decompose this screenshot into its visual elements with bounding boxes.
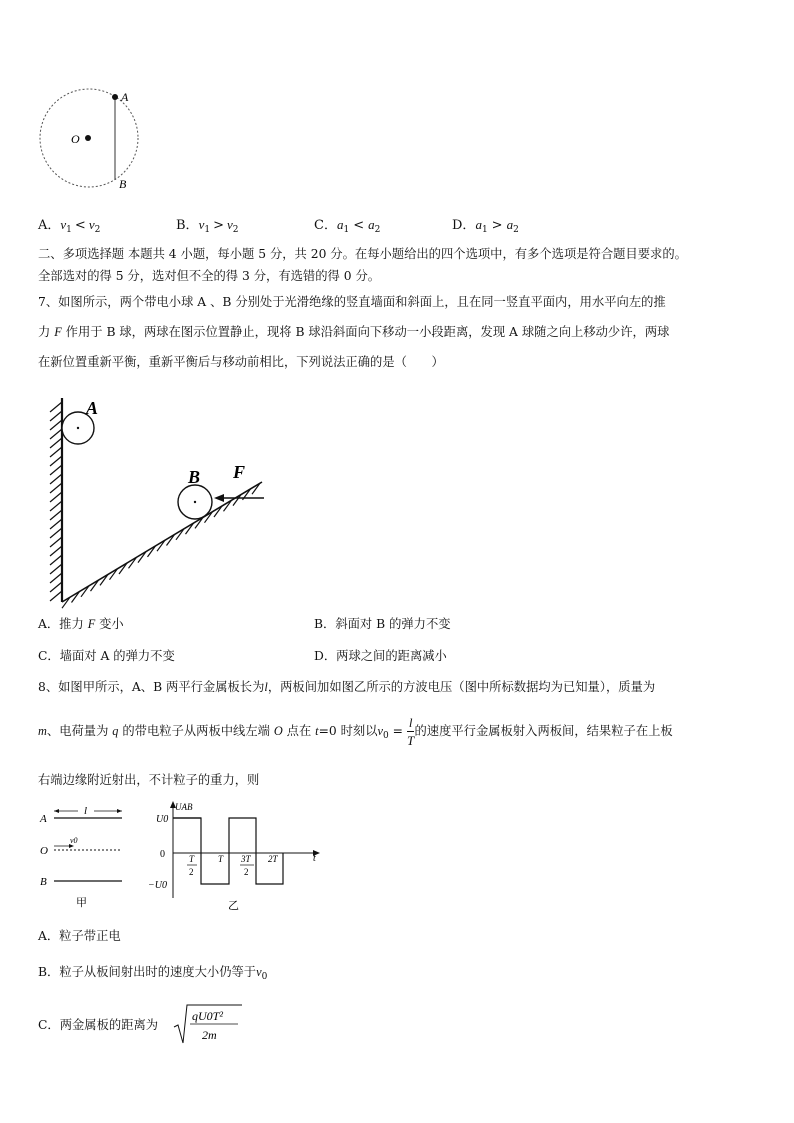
caption-yi: 乙 (228, 900, 239, 912)
wall-hatch-line (50, 555, 62, 565)
center-o (85, 135, 91, 141)
tick-3t2-den: 2 (244, 867, 249, 877)
point-a (112, 94, 118, 100)
wall-hatch-line (50, 438, 62, 448)
q7-line1: 7、如图所示，两个带电小球 A 、B 分别处于光滑绝缘的竖直墙面和斜面上，且在同一竖直平面内，用水平向左的推 (38, 295, 666, 309)
svg-text:qU0T²: qU0T² (192, 1009, 223, 1023)
wall-hatch-line (50, 411, 62, 421)
tick-t: T (218, 854, 224, 864)
wall-hatch-line (50, 591, 62, 601)
wall-hatch-line (50, 573, 62, 583)
caption-jia: 甲 (76, 897, 87, 909)
label-t: t (313, 853, 316, 864)
wall-hatch-line (50, 420, 62, 430)
wall-hatch-line (50, 492, 62, 502)
ball-a-center (77, 427, 79, 429)
q7-option-c: C．墙面对 A 的弹力不变 (38, 649, 175, 663)
q8-line3: 右端边缘附近射出，不计粒子的重力，则 (38, 773, 260, 787)
wall-hatch-line (50, 564, 62, 574)
incline-surface (62, 482, 262, 602)
wall-hatch-line (50, 519, 62, 529)
tick-t2-den: 2 (189, 867, 194, 877)
wall-hatch-line (50, 582, 62, 592)
label-a: A (121, 90, 129, 104)
q8-fig-jia (36, 800, 136, 910)
label-neg-u0: −U0 (148, 880, 167, 891)
ball-b-center (194, 501, 196, 503)
q6-option-b: B．$v_1 > v_2$ (176, 217, 239, 235)
tick-3t2-num: 3T (241, 854, 251, 864)
section2-line2: 全部选对的得 5 分，选对但不全的得 3 分，有选错的得 0 分。 (38, 269, 381, 283)
q6-circle-figure (30, 82, 150, 197)
label-v0: v0 (70, 836, 78, 845)
section2-line1: 二、多项选择题 本题共 4 小题，每小题 5 分，共 20 分。在每小题给出的四个选项中，有多个选项是符合题目要求的。 (38, 247, 687, 261)
wall-hatch-line (50, 474, 62, 484)
q7-option-b: B．斜面对 B 的弹力不变 (314, 617, 451, 631)
q7-line2: 力 F 作用于 B 球，两球在图示位置静止，现将 B 球沿斜面向下移动一小段距离，发现 A 球随之向上移动少许，两球 (38, 325, 670, 339)
q7-option-d: D．两球之间的距离减小 (314, 649, 447, 663)
wall-hatch-line (50, 447, 62, 457)
label-o: O (40, 845, 48, 857)
wall-hatch-line (50, 501, 62, 511)
q8-line1: 8、如图甲所示，A、B 两平行金属板长为l，两板间加如图乙所示的方波电压（图中所标数据均为已知量），质量为 (38, 680, 656, 694)
sqrt-sign (172, 1003, 244, 1045)
wall-hatch-line (50, 537, 62, 547)
wall-hatch-line (50, 510, 62, 520)
tick-2t: 2T (268, 854, 278, 864)
q7-line3: 在新位置重新平衡，重新平衡后与移动前相比，下列说法正确的是（ ） (38, 355, 444, 369)
q8-fig-yi (142, 798, 330, 912)
label-l: l (84, 805, 88, 817)
q8-option-a: A．粒子带正电 (38, 929, 121, 943)
label-a: A (86, 398, 99, 418)
v0-fraction: $\frac{l}{T}$ (407, 715, 415, 748)
wall-hatch-line (50, 528, 62, 538)
force-arrow-head (214, 494, 224, 502)
tick-t2-num: T (189, 854, 195, 864)
q7-figure (40, 390, 280, 610)
q7-option-a: A．推力 F 变小 (38, 617, 124, 631)
wall-hatch-line (50, 429, 62, 439)
label-o: O (71, 132, 80, 146)
q8-option-b: B．粒子从板间射出时的速度大小仍等于$v_0$ (38, 965, 268, 982)
wall-hatch-line (50, 402, 62, 412)
label-u0: U0 (156, 814, 169, 825)
q6-option-c: C．$a_1 < a_2$ (314, 217, 381, 235)
svg-text:2m: 2m (202, 1028, 217, 1042)
wall-hatch-line (50, 483, 62, 493)
q6-option-d: D．$a_1 > a_2$ (452, 217, 519, 235)
label-b: B (119, 177, 127, 191)
label-uab: UAB (175, 802, 193, 812)
q8-line2: m、电荷量为 q 的带电粒子从两板中线左端 O 点在 t=0 时刻以$v_0$ = $\frac{l}{T}$ 的速度平行金属板射入两板间，结果粒子在上板 (38, 715, 673, 748)
label-a: A (40, 813, 47, 825)
q8-option-c: C．两金属板的距离为 qU0T² 2m (38, 1003, 158, 1045)
wall-hatch-line (50, 465, 62, 475)
label-b: B (188, 467, 201, 487)
label-b: B (40, 876, 47, 888)
wall-hatch-line (50, 456, 62, 466)
label-zero: 0 (160, 849, 165, 860)
label-f: F (233, 462, 246, 482)
wall-hatch-line (50, 546, 62, 556)
q6-option-a: A．$v_1 < v_2$ (38, 217, 101, 235)
